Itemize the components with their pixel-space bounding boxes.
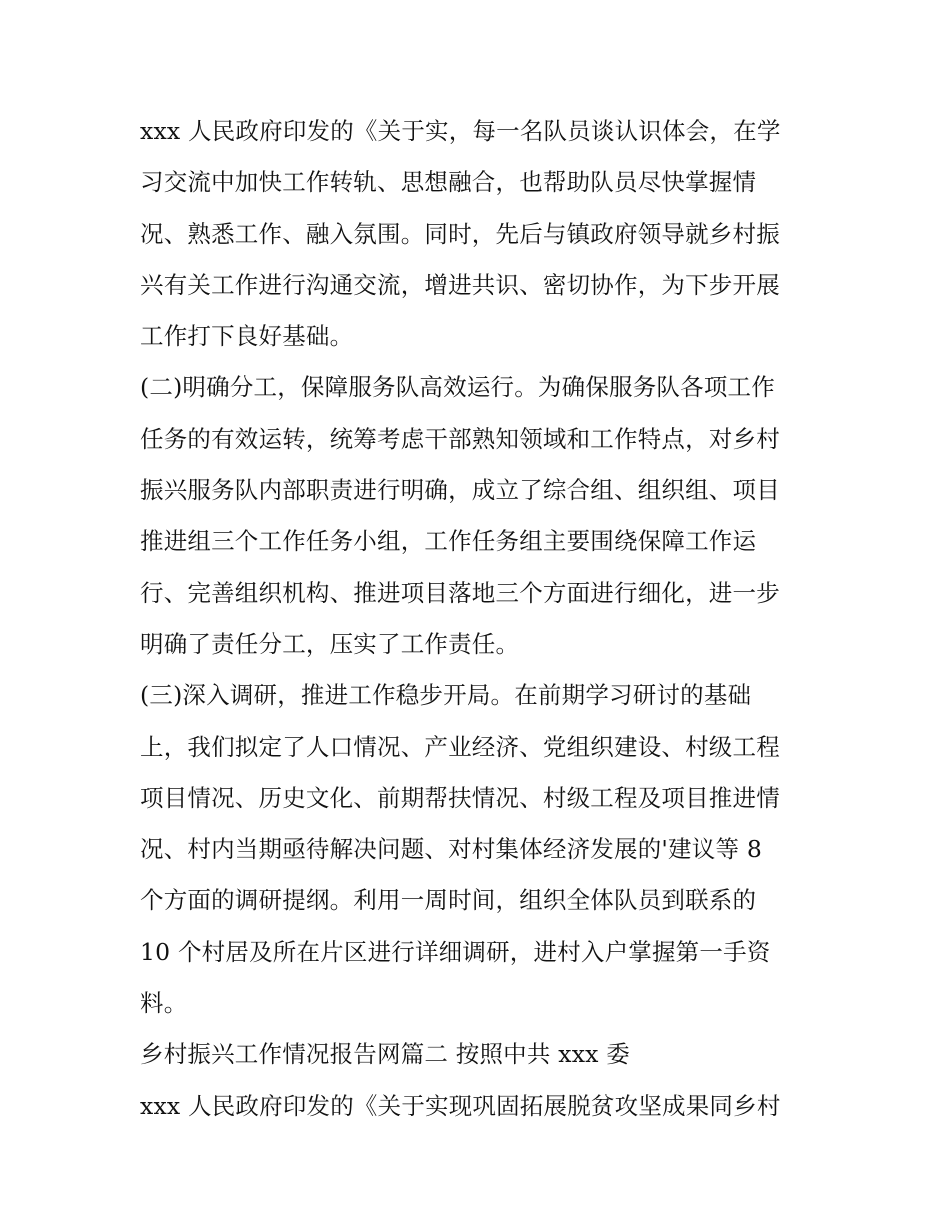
paragraph-line: 任务的有效运转，统筹考虑干部熟知领域和工作特点，对乡村 [140, 424, 780, 453]
paragraph-line: xxx 人民政府印发的《关于实现巩固拓展脱贫攻坚成果同乡村 [140, 1091, 781, 1120]
paragraph-line: 兴有关工作进行沟通交流，增进共识、密切协作，为下步开展 [140, 270, 780, 299]
paragraph-line: 上，我们拟定了人口情况、产业经济、党组织建设、村级工程 [140, 732, 780, 761]
paragraph-line: 明确了责任分工，压实了工作责任。 [140, 629, 520, 658]
article-heading-line: 乡村振兴工作情况报告网篇二 按照中共 xxx 委 [140, 1040, 630, 1069]
section-two-line: (二)明确分工，保障服务队高效运行。为确保服务队各项工作 [140, 373, 775, 402]
paragraph-line: 况、村内当期亟待解决问题、对村集体经济发展的'建议等 8 [140, 835, 762, 864]
paragraph-line: 工作打下良好基础。 [140, 322, 354, 351]
paragraph-line: 况、熟悉工作、融入氛围。同时，先后与镇政府领导就乡村振 [140, 219, 780, 248]
document-body [140, 106, 820, 1132]
paragraph-line: xxx 人民政府印发的《关于实，每一名队员谈认识体会，在学 [140, 117, 781, 145]
paragraph-line: 料。 [140, 989, 188, 1018]
paragraph-line: 个方面的调研提纲。利用一周时间，组织全体队员到联系的 [140, 886, 757, 915]
paragraph-line: 习交流中加快工作转轨、思想融合，也帮助队员尽快掌握情 [140, 168, 757, 197]
paragraph-line: 推进组三个工作任务小组，工作任务组主要围绕保障工作运 [140, 527, 757, 556]
section-three-line: (三)深入调研，推进工作稳步开局。在前期学习研讨的基础 [140, 681, 752, 710]
paragraph-line: 10 个村居及所在片区进行详细调研，进村入户掌握第一手资 [140, 937, 771, 966]
paragraph-line: 行、完善组织机构、推进项目落地三个方面进行细化，进一步 [140, 578, 780, 607]
paragraph-line: 振兴服务队内部职责进行明确，成立了综合组、组织组、项目 [140, 476, 780, 505]
paragraph-line: 项目情况、历史文化、前期帮扶情况、村级工程及项目推进情 [140, 783, 780, 812]
